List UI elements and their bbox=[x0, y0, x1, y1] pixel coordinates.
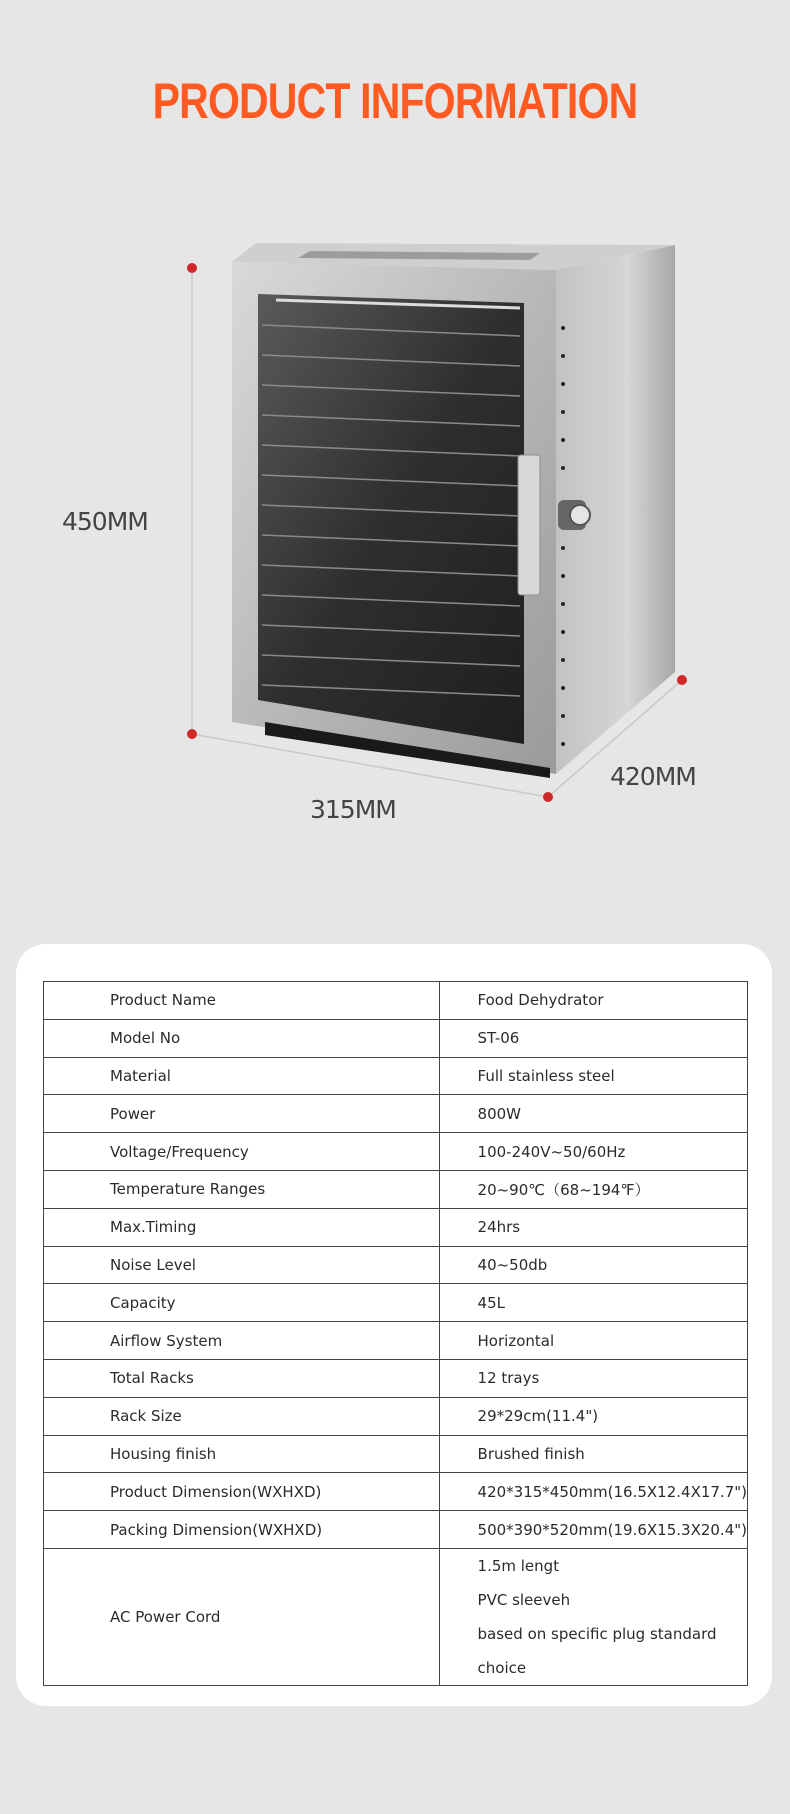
spec-value: Brushed finish bbox=[439, 1435, 747, 1473]
spec-table bbox=[43, 981, 748, 1686]
table-row bbox=[44, 1208, 748, 1246]
spec-label: Packing Dimension(WXHXD) bbox=[44, 1511, 440, 1549]
spec-label: Product Name bbox=[44, 982, 440, 1020]
spec-label: Power bbox=[44, 1095, 440, 1133]
table-row bbox=[44, 1057, 748, 1095]
spec-label: Rack Size bbox=[44, 1397, 440, 1435]
spec-value: 100-240V~50/60Hz bbox=[439, 1133, 747, 1171]
door-handle bbox=[518, 455, 540, 595]
spec-value: 500*390*520mm(19.6X15.3X20.4") bbox=[439, 1511, 747, 1549]
table-row bbox=[44, 982, 748, 1020]
spec-label: Material bbox=[44, 1057, 440, 1095]
dimension-marker bbox=[187, 729, 197, 739]
depth-dimension: 420MM bbox=[610, 762, 696, 791]
spec-label: Model No bbox=[44, 1019, 440, 1057]
spec-value bbox=[439, 1548, 747, 1685]
power-cord-line: based on specific plug standard choice bbox=[477, 1624, 717, 1677]
spec-value: 24hrs bbox=[439, 1208, 747, 1246]
spec-value: Horizontal bbox=[439, 1322, 747, 1360]
spec-label: Airflow System bbox=[44, 1322, 440, 1360]
width-dimension: 315MM bbox=[310, 795, 396, 824]
spec-label: Capacity bbox=[44, 1284, 440, 1322]
spec-value: ST-06 bbox=[439, 1019, 747, 1057]
glass-door bbox=[258, 294, 524, 744]
table-row bbox=[44, 1133, 748, 1171]
table-row bbox=[44, 1397, 748, 1435]
table-row bbox=[44, 1548, 748, 1685]
table-row bbox=[44, 1284, 748, 1322]
table-row bbox=[44, 1511, 748, 1549]
table-row bbox=[44, 1322, 748, 1360]
table-row bbox=[44, 1095, 748, 1133]
dimension-marker bbox=[187, 263, 197, 273]
table-row bbox=[44, 1473, 748, 1511]
spec-label: Product Dimension(WXHXD) bbox=[44, 1473, 440, 1511]
dimension-marker bbox=[543, 792, 553, 802]
spec-value: 40~50db bbox=[439, 1246, 747, 1284]
product-illustration bbox=[0, 0, 790, 830]
spec-value: 800W bbox=[439, 1095, 747, 1133]
table-row bbox=[44, 1019, 748, 1057]
spec-value: 29*29cm(11.4") bbox=[439, 1397, 747, 1435]
dimension-marker bbox=[677, 675, 687, 685]
spec-label: Housing finish bbox=[44, 1435, 440, 1473]
spec-label: Max.Timing bbox=[44, 1208, 440, 1246]
spec-value: 20~90℃（68~194℉） bbox=[439, 1170, 747, 1208]
spec-value: 45L bbox=[439, 1284, 747, 1322]
spec-label: Temperature Ranges bbox=[44, 1170, 440, 1208]
spec-label: Total Racks bbox=[44, 1359, 440, 1397]
spec-value: Food Dehydrator bbox=[439, 982, 747, 1020]
table-row bbox=[44, 1246, 748, 1284]
power-cord-line: 1.5m lengt bbox=[477, 1556, 560, 1575]
height-dimension: 450MM bbox=[62, 507, 148, 536]
spec-value: 420*315*450mm(16.5X12.4X17.7") bbox=[439, 1473, 747, 1511]
table-row bbox=[44, 1435, 748, 1473]
spec-value: Full stainless steel bbox=[439, 1057, 747, 1095]
table-row bbox=[44, 1359, 748, 1397]
spec-value: 12 trays bbox=[439, 1359, 747, 1397]
spec-label: Noise Level bbox=[44, 1246, 440, 1284]
page-title: PRODUCT INFORMATION bbox=[152, 73, 638, 129]
spec-label: AC Power Cord bbox=[44, 1548, 440, 1685]
spec-label: Voltage/Frequency bbox=[44, 1133, 440, 1171]
table-row bbox=[44, 1170, 748, 1208]
power-cord-line: PVC sleeveh bbox=[477, 1590, 571, 1609]
